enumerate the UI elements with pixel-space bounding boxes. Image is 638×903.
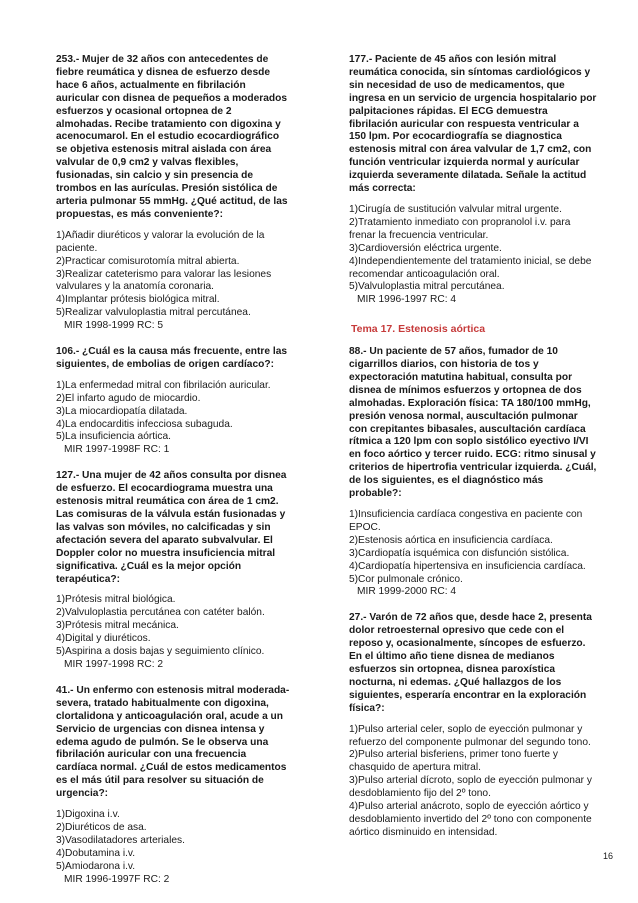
option-item: 3)Pulso arterial dícroto, soplo de eyección pulmonar y desdoblamiento fijo del 2º tono. xyxy=(349,775,592,800)
question-text: 106.- ¿Cuál es la causa más frecuente, entre las siguientes, de embolias de origen cardíaco?: xyxy=(56,346,288,370)
exam-reference: MIR 1999-2000 RC: 4 xyxy=(357,586,457,598)
question-text: 177.- Paciente de 45 años con lesión mitral reumática conocida, sin síntomas cardiológicos y sin necesidad de uso de medicamentos, que ingresa en un servicio de urgencia hospitalario por palpitaciones rápidas. El ECG demuestra fibrilación auricular con respuesta ventricular a 150 lpm. Por ecocardiografía se diagnostica estenosis mitral con área valvular de 1,7 cm2, con función ventricular izquierda normal y aurícular izquierda severamente dilatada. Señale la actitud más correcta: xyxy=(349,54,597,195)
option-item: 2)Valvuloplastia percutánea con catéter balón. xyxy=(56,607,265,619)
question-block xyxy=(56,470,290,672)
question-text: 27.- Varón de 72 años que, desde hace 2, presenta dolor retroesternal opresivo que cede con el reposo y, ocasionalmente, síncopes de esfuerzo. En el último año tiene disnea de medianos esfuerzos sin ortopnea, disnea paroxística nocturna, ni edemas. ¿Qué hallazgos de los siguientes, esperaría encontrar en la exploración física?: xyxy=(349,612,592,714)
options-list xyxy=(56,594,290,659)
section-title: Tema 17. Estenosis aórtica xyxy=(351,323,486,336)
option-item: 4)Dobutamina i.v. xyxy=(56,847,136,859)
option-item: 2)Tratamiento inmediato con propranolol i.v. para frenar la frecuencia ventricular. xyxy=(349,216,571,241)
question-block xyxy=(56,346,290,457)
option-item: 5)Amiodarona i.v. xyxy=(56,860,136,872)
option-item: 2)El infarto agudo de miocardio. xyxy=(56,392,201,404)
right-column xyxy=(349,54,597,853)
option-item: 4)La endocarditis infecciosa subaguda. xyxy=(56,418,233,430)
option-item: 1)Digoxina i.v. xyxy=(56,809,120,821)
option-item: 4)Digital y diuréticos. xyxy=(56,633,151,645)
option-item: 2)Estenosis aórtica en insuficiencia cardíaca. xyxy=(349,534,553,546)
exam-reference: MIR 1998-1999 RC: 5 xyxy=(64,320,164,332)
options-list xyxy=(349,204,597,294)
option-item: 1)Insuficiencia cardíaca congestiva en paciente con EPOC. xyxy=(349,509,583,533)
option-item: 4)Independientemente del tratamiento inicial, se debe recomendar anticoagulación oral. xyxy=(349,255,592,280)
options-list xyxy=(56,809,290,874)
question-text: 88.- Un paciente de 57 años, fumador de 10 cigarrillos diarios, con historia de tos y expectoración matutina habitual, consulta por disnea de mínimos esfuerzos y ortopnea de dos almohadas. Exploración física: TA 180/100 mmHg, presión venosa normal, auscultación pulmonar con crepitantes bibasales, auscultación cardíaca rítmica a 120 lpm con soplo sistólico eyectivo I/VI en foco aórtico y tercer ruido. ECG: ritmo sinusal y criterios de hipertrofia ventricular izquierda. ¿Cuál, de los siguientes, es el diagnóstico más probable?: xyxy=(349,346,597,500)
option-item: 3)Cardiopatía isquémica con disfunción sistólica. xyxy=(349,547,570,559)
option-item: 1)Añadir diuréticos y valorar la evolución de la paciente. xyxy=(56,229,265,254)
question-block xyxy=(349,346,597,599)
option-item: 5)La insuficiencia aórtica. xyxy=(56,431,171,443)
question-text: 41.- Un enfermo con estenosis mitral moderada-severa, tratado habitualmente con digoxina, clortalidona y anticoagulación oral, acude a un Servicio de urgencias con disnea intensa y edema agudo de pulmón. Se le observa una fibrilación auricular con una frecuencia cardíaca normal. ¿Cuál de estos medicamentos es el más útil para resolver su situación de urgencia?: xyxy=(56,684,290,800)
option-item: 1)Cirugía de sustitución valvular mitral urgente. xyxy=(349,203,562,215)
question-text: 127.- Una mujer de 42 años consulta por disnea de esfuerzo. El ecocardiograma muestra una estenosis mitral reumática con área de 1 cm2. Las comisuras de la válvula están fusionadas y las valvas son móviles, no calcificadas y sin afectación severa del aparato subvalvular. El Doppler color no muestra insuficiencia mitral significativa. ¿Cuál es la mejor opción terapéutica?: xyxy=(56,470,287,585)
option-item: 5)Cor pulmonale crónico. xyxy=(349,573,463,585)
option-item: 5)Aspirina a dosis bajas y seguimiento clínico. xyxy=(56,646,265,658)
question-block xyxy=(349,54,597,307)
question-block xyxy=(349,612,597,839)
options-list xyxy=(56,230,290,320)
option-item: 1)Prótesis mitral biológica. xyxy=(56,594,176,606)
option-item: 1)Pulso arterial celer, soplo de eyección pulmonar y refuerzo del componente pulmonar del segundo tono. xyxy=(349,723,591,748)
exam-reference: MIR 1996-1997F RC: 2 xyxy=(64,873,170,885)
option-item: 4)Implantar prótesis biológica mitral. xyxy=(56,294,220,306)
question-block xyxy=(56,54,290,333)
options-list xyxy=(349,509,597,586)
exam-reference: MIR 1996-1997 RC: 4 xyxy=(357,294,457,306)
option-item: 2)Diuréticos de asa. xyxy=(56,821,147,833)
options-list xyxy=(349,724,597,840)
question-text: 253.- Mujer de 32 años con antecedentes de fiebre reumática y disnea de esfuerzo desde hace 6 años, actualmente en fibrilación auricular con disnea de pequeños a moderados esfuerzos y ocasional ortopnea de 2 almohadas. Recibe tratamiento con digoxina y acenocumarol. En el estudio ecocardiográfico se objetiva estenosis mitral aislada con área valvular de 0,9 cm2 y valvas flexibles, fusionadas, sin calcio y sin presencia de trombos en las aurículas. Presión sistólica de arteria pulmonar 55 mmHg. ¿Qué actitud, de las propuestas, es más conveniente?: xyxy=(56,54,288,220)
option-item: 2)Pulso arterial bisferiens, primer tono fuerte y chasquido de apertura mitral. xyxy=(349,749,558,774)
page-number: 16 xyxy=(602,851,613,861)
options-list xyxy=(56,380,290,445)
exam-reference: MIR 1997-1998 RC: 2 xyxy=(64,658,164,670)
option-item: 5)Valvuloplastia mitral percutánea. xyxy=(349,281,505,293)
option-item: 3)Cardioversión eléctrica urgente. xyxy=(349,242,502,254)
option-item: 4)Pulso arterial anácroto, soplo de eyección aórtico y desdoblamiento invertido del 2º tono con componente aórtico disminuido en intensidad. xyxy=(349,801,592,838)
option-item: 3)Realizar cateterismo para valorar las lesiones valvulares y la anatomía coronaria. xyxy=(56,268,272,293)
option-item: 1)La enfermedad mitral con fibrilación auricular. xyxy=(56,379,271,391)
option-item: 3)Vasodilatadores arteriales. xyxy=(56,834,185,846)
exam-reference: MIR 1997-1998F RC: 1 xyxy=(64,444,170,456)
question-block xyxy=(56,685,290,887)
option-item: 3)Prótesis mitral mecánica. xyxy=(56,620,179,632)
option-item: 2)Practicar comisurotomía mitral abierta. xyxy=(56,255,240,267)
option-item: 4)Cardiopatía hipertensiva en insuficiencia cardíaca. xyxy=(349,560,586,572)
option-item: 5)Realizar valvuloplastia mitral percutánea. xyxy=(56,307,251,319)
option-item: 3)La miocardiopatía dilatada. xyxy=(56,405,188,417)
left-column xyxy=(56,54,290,899)
